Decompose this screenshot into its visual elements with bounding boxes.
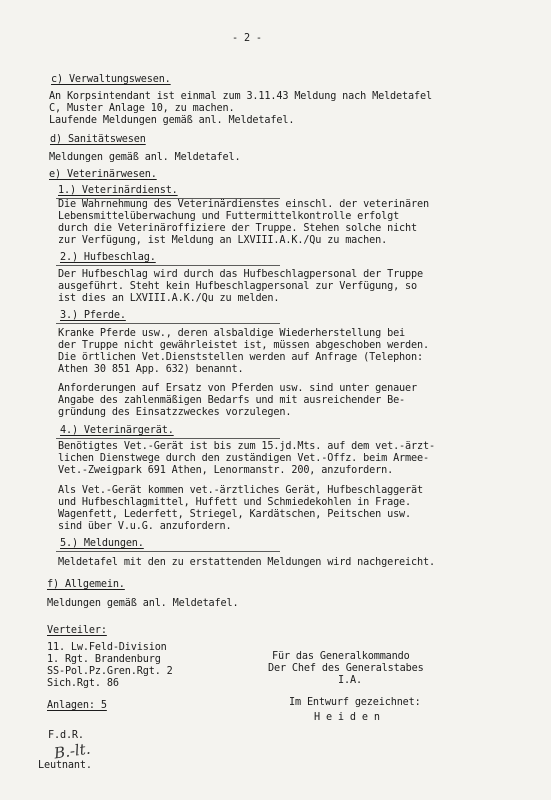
section-e4-para2-line-2: und Hufbeschlagmittel, Huffett und Schmiedekohlen in Frage. — [58, 497, 412, 508]
section-e4-rule — [56, 438, 280, 439]
section-c-line-2: C, Muster Anlage 10, zu machen. — [49, 103, 235, 114]
section-e5-line-1: Meldetafel mit den zu erstattenden Meldungen wird nachgereicht. — [58, 557, 435, 568]
section-e2-line-1: Der Hufbeschlag wird durch das Hufbeschlagpersonal der Truppe — [58, 269, 423, 280]
section-e1-heading: 1.) Veterinärdienst. — [58, 185, 178, 196]
section-e5-heading: 5.) Meldungen. — [60, 538, 144, 549]
anlagen: Anlagen: 5 — [47, 700, 107, 711]
section-e3-rule — [56, 323, 280, 324]
section-e3-line-2: der Truppe nicht gewährleistet ist, müssen abgeschoben werden. — [58, 340, 429, 351]
section-e4-para2-line-4: sind über V.u.G. anzufordern. — [58, 521, 232, 532]
verteiler-item: SS-Pol.Pz.Gren.Rgt. 2 — [47, 666, 173, 677]
signature-line-1: Für das Generalkommando — [272, 651, 410, 662]
signature-line-3: I.A. — [338, 675, 362, 686]
section-e1-line-3: durch die Veterinäroffiziere der Truppe. Stehen solche nicht — [58, 223, 418, 234]
section-e3-para2-line-2: Angabe des zahlenmäßigen Bedarfs und mit ausreichender Be- — [58, 395, 406, 406]
section-e4-para2-line-3: Wagenfett, Lederfett, Striegel, Kardätschen, Peitschen usw. — [58, 509, 412, 520]
verteiler-item: Sich.Rgt. 86 — [47, 678, 119, 689]
section-e3-heading: 3.) Pferde. — [60, 310, 126, 321]
section-e1-line-4: zur Verfügung, ist Meldung an LXVIII.A.K./Qu zu machen. — [58, 235, 388, 246]
signature-line-4: Im Entwurf gezeichnet: — [289, 697, 421, 708]
section-c-line-1: An Korpsintendant ist einmal zum 3.11.43 Meldung nach Meldetafel — [49, 91, 432, 102]
section-e4-line-1: Benötigtes Vet.-Gerät ist bis zum 15.jd.Mts. auf dem vet.-ärzt- — [58, 441, 435, 452]
section-e1-line-1: Die Wahrnehmung des Veterinärdienstes einschl. der veterinären — [58, 199, 429, 210]
section-e3-line-4: Athen 30 851 App. 632) benannt. — [58, 364, 244, 375]
section-e2-line-2: ausgeführt. Steht kein Hufbeschlagpersonal zur Verfügung, so — [58, 281, 418, 292]
section-c-line-3: Laufende Meldungen gemäß anl. Meldetafel. — [49, 115, 295, 126]
signature-name: H e i d e n — [314, 712, 380, 723]
section-d-heading: d) Sanitätswesen — [50, 134, 146, 145]
section-e-heading: e) Veterinärwesen. — [49, 169, 157, 180]
verteiler-heading: Verteiler: — [47, 625, 107, 636]
section-e3-para2-line-1: Anforderungen auf Ersatz von Pferden usw. sind unter genauer — [58, 383, 418, 394]
page-number: - 2 - — [232, 33, 262, 44]
fdr-rank: Leutnant. — [38, 760, 92, 771]
section-c-heading: c) Verwaltungswesen. — [51, 74, 171, 85]
section-e4-line-3: Vet.-Zweigpark 691 Athen, Lenormanstr. 200, anzufordern. — [58, 465, 394, 476]
section-e2-line-3: ist dies an LXVIII.A.K./Qu zu melden. — [58, 293, 280, 304]
section-e4-para2-line-1: Als Vet.-Gerät kommen vet.-ärztliches Gerät, Hufbeschlaggerät — [58, 485, 423, 496]
section-e3-para2-line-3: gründung des Einsatzzweckes vorzulegen. — [58, 407, 292, 418]
section-e3-line-1: Kranke Pferde usw., deren alsbaldige Wiederherstellung bei — [58, 328, 406, 339]
section-e5-rule — [56, 551, 280, 552]
section-e4-heading: 4.) Veterinärgerät. — [60, 425, 174, 436]
section-e3-line-3: Die örtlichen Vet.Dienststellen werden auf Anfrage (Telephon: — [58, 352, 423, 363]
section-e1-line-2: Lebensmittelüberwachung und Futtermittelkontrolle erfolgt — [58, 211, 400, 222]
section-e2-heading: 2.) Hufbeschlag. — [60, 252, 156, 263]
verteiler-item: 11. Lw.Feld-Division — [47, 642, 167, 653]
fdr-label: F.d.R. — [48, 730, 84, 741]
section-e2-rule — [56, 265, 280, 266]
signature-line-2: Der Chef des Generalstabes — [268, 663, 424, 674]
handwritten-signature: B.-lt. — [52, 739, 92, 763]
section-f-heading: f) Allgemein. — [47, 579, 125, 590]
verteiler-item: 1. Rgt. Brandenburg — [47, 654, 161, 665]
section-e4-line-2: lichen Dienstwege durch den zuständigen Vet.-Offz. beim Armee- — [58, 453, 429, 464]
section-d-line-1: Meldungen gemäß anl. Meldetafel. — [49, 152, 241, 163]
section-f-line-1: Meldungen gemäß anl. Meldetafel. — [47, 598, 239, 609]
